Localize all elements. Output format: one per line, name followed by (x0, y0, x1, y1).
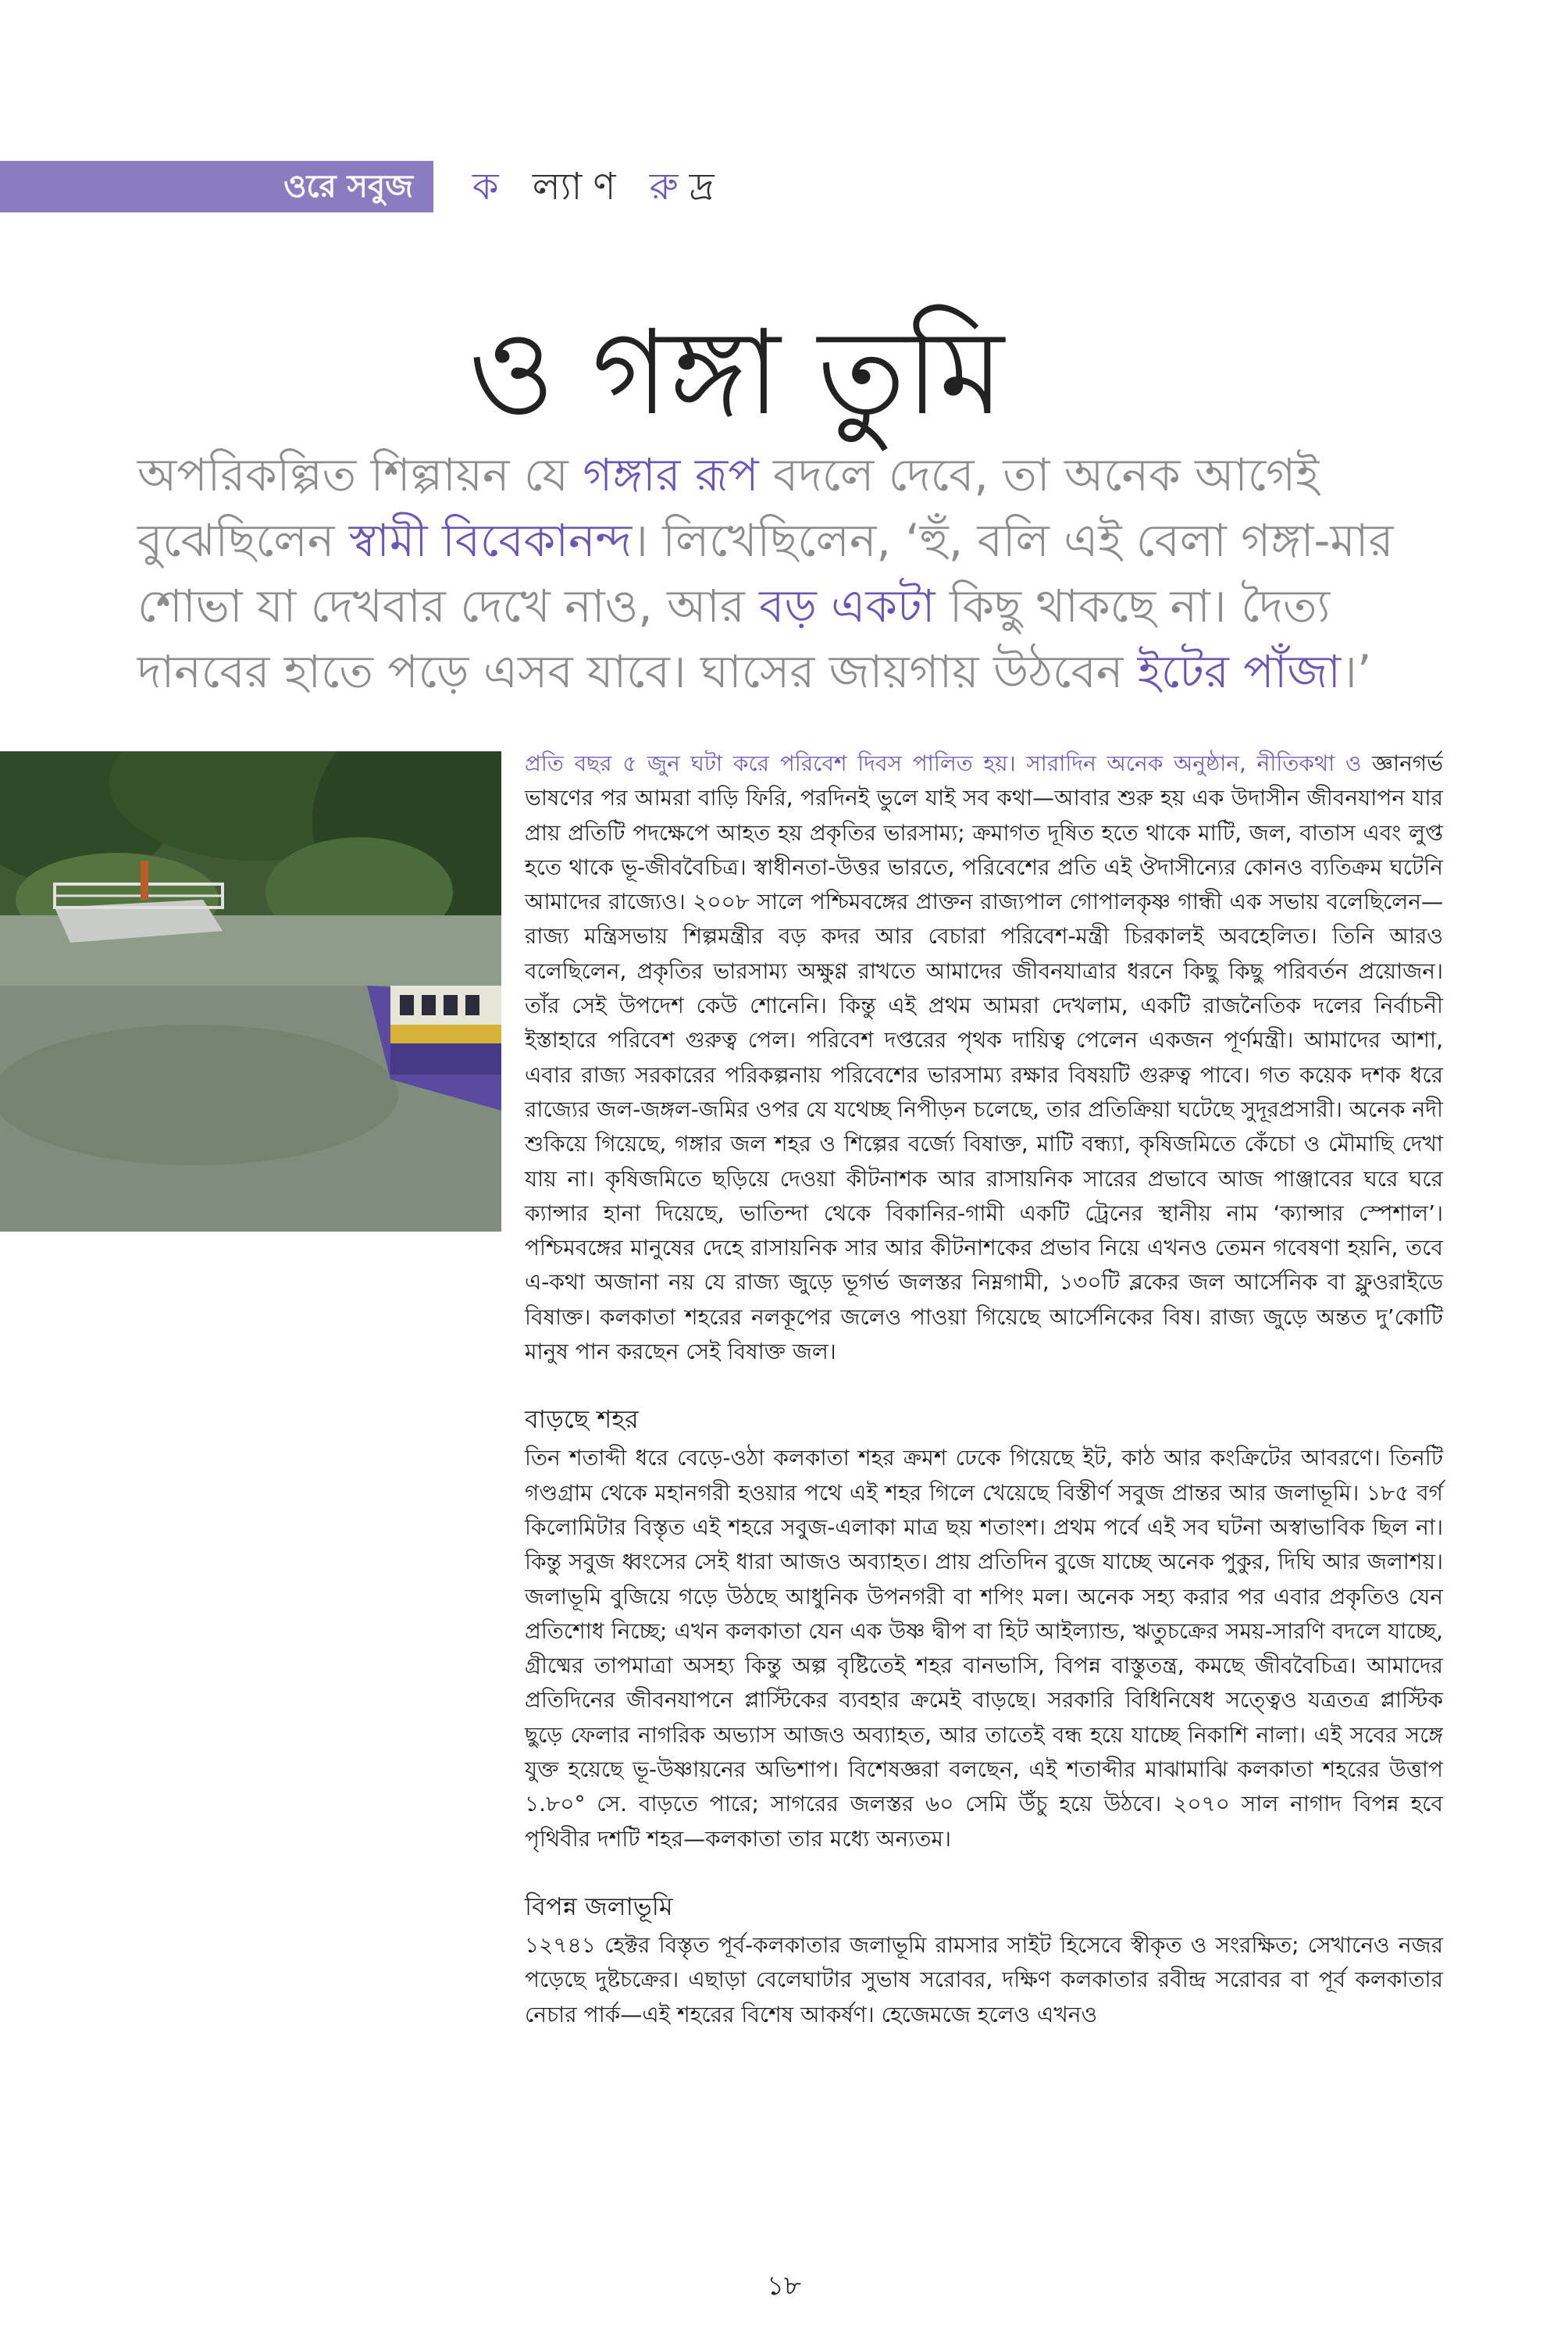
intro-highlight: ইটের পাঁজা (1137, 645, 1342, 698)
author-part-last: দ্র (689, 165, 725, 209)
intro-highlight: বড় একটা (759, 579, 935, 633)
author-initial: ক (472, 165, 510, 209)
author-name (472, 161, 725, 212)
section-tag: ওরে সবুজ (283, 169, 413, 205)
section-band (0, 161, 433, 212)
intro-highlight: স্বামী বিবেকানন্দ (348, 514, 633, 567)
body-paragraph (525, 747, 1443, 1369)
body-paragraph: তিন শতাব্দী ধরে বেড়ে-ওঠা কলকাতা শহর ক্রমশ ঢেকে গিয়েছে ইট, কাঠ আর কংক্রিটের আবরণে। তিনটি গণ্ডগ্রাম থেকে মহানগরী হওয়ার পথে এই শহর গিলে খেয়েছে বিস্তীর্ণ সবুজ প্রান্তর আর জলাভূমি। ১৮৫ বর্গ কিলোমিটার বিস্তৃত এই শহরে সবুজ-এলাকা মাত্র ছয় শতাংশ। প্রথম পর্বে এই সব ঘটনা অস্বাভাবিক ছিল না। কিন্তু সবুজ ধ্বংসের সেই ধারা আজও অব্যাহত। প্রায় প্রতিদিন বুজে যাচ্ছে অনেক পুকুর, দিঘি আর জলাশয়। জলাভূমি বুজিয়ে গড়ে উঠছে আধুনিক উপনগরী বা শপিং মল। অনেক সহ্য করার পর এবার প্রকৃতিও যেন প্রতিশোধ নিচ্ছে; এখন কলকাতা যেন এক উষ্ণ দ্বীপ বা হিট আইল্যান্ড, ঋতুচক্রের সময়-সারণি বদলে যাচ্ছে, গ্রীষ্মের তাপমাত্রা অসহ্য কিন্তু অল্প বৃষ্টিতেই শহর বানভাসি, বিপন্ন বাস্তুতন্ত্র, কমছে জীববৈচিত্র। আমাদের প্রতিদিনের জীবনযাপনে প্লাস্টিকের ব্যবহার ক্রমেই বাড়ছে। সরকারি বিধিনিষেধ সত্ত্বেও যত্রতত্র প্লাস্টিক ছুড়ে ফেলার নাগরিক অভ্যাস আজও অব্যাহত, আর তাতেই বন্ধ হয়ে যাচ্ছে নিকাশি নালা। এই সবের সঙ্গে যুক্ত হয়েছে ভূ-উষ্ণায়নের অভিশাপ। বিশেষজ্ঞরা বলছেন, এই শতাব্দীর মাঝামাঝি কলকাতা শহরের উত্তাপ ১.৮০° সে. বাড়তে পারে; সাগরের জলস্তর ৬০ সেমি উঁচু হয়ে উঠবে। ২০৭০ সাল নাগাদ বিপন্ন হবে পৃথিবীর দশটি শহর—কলকাতা তার মধ্যে অন্যতম। (525, 1445, 1443, 1852)
body-paragraph: ১২৭৪১ হেক্টর বিস্তৃত পূর্ব-কলকাতার জলাভূমি রামসার সাইট হিসেবে স্বীকৃত ও সংরক্ষিত; সেখানেও নজর পড়েছে দুষ্টচক্রের। এছাড়া বেলেঘাটার সুভাষ সরোবর, দক্ষিণ কলকাতার রবীন্দ্র সরোবর বা পূর্ব কলকাতার নেচার পার্ক—এই শহরের বিশেষ আকর্ষণ। হেজেমজে হলেও এখনও (525, 1931, 1443, 2027)
intro-text: ।’ (1341, 645, 1372, 698)
body-text: জ্ঞানগর্ভ ভাষণের পর আমরা বাড়ি ফিরি, পরদিনই ভুলে যাই সব কথা—আবার শুরু হয় এক উদাসীন জীবনযাপন যার প্রায় প্রতিটি পদক্ষেপে আহত হয় প্রকৃতির ভারসাম্য; ক্রমাগত দূষিত হতে থাকে মাটি, জল, বাতাস এবং লুপ্ত হতে থাকে ভূ-জীববৈচিত্র। স্বাধীনতা-উত্তর ভারতে, পরিবেশের প্রতি এই ঔদাসীন্যের কোনও ব্যতিক্রম ঘটেনি আমাদের রাজ্যেও। ২০০৮ সালে পশ্চিমবঙ্গের প্রাক্তন রাজ্যপাল গোপালকৃষ্ণ গান্ধী এক সভায় বলেছিলেন—রাজ্য মন্ত্রিসভায় শিল্পমন্ত্রীর বড় কদর আর বেচারা পরিবেশ-মন্ত্রী চিরকালই অবহেলিত। তিনি আরও বলেছিলেন, প্রকৃতির ভারসাম্য অক্ষুণ্ণ রাখতে আমাদের জীবনযাত্রার ধরনে কিছু কিছু পরিবর্তন প্রয়োজন। তাঁর সেই উপদেশ কেউ শোনেনি। কিন্তু এই প্রথম আমরা দেখলাম, একটি রাজনৈতিক দলের নির্বাচনী ইস্তাহারে পরিবেশ গুরুত্ব পেল। পরিবেশ দপ্তরের পৃথক দায়িত্ব পেলেন একজন পূর্ণমন্ত্রী। আমাদের আশা, এবার রাজ্য সরকারের পরিকল্পনায় পরিবেশের ভারসাম্য রক্ষার বিষয়টি গুরুত্ব পাবে। গত কয়েক দশক ধরে রাজ্যের জল-জঙ্গল-জমির ওপর যে যথেচ্ছ নিপীড়ন চলেছে, তার প্রতিক্রিয়া ঘটেছে সুদূরপ্রসারী। অনেক নদী শুকিয়ে গিয়েছে, গঙ্গার জল শহর ও শিল্পের বর্জ্যে বিষাক্ত, মাটি বন্ধ্যা, কৃষিজমিতে কেঁচো ও মৌমাছি দেখা যায় না। কৃষিজমিতে ছড়িয়ে দেওয়া কীটনাশক আর রাসায়নিক সারের প্রভাবে আজ পাঞ্জাবের ঘরে ঘরে ক্যান্সার হানা দিয়েছে, ভাতিন্দা থেকে বিকানির-গামী একটি ট্রেনের স্থানীয় নাম ‘ক্যান্সার স্পেশাল’। পশ্চিমবঙ্গের মানুষের দেহে রাসায়নিক সার আর কীটনাশকের প্রভাব নিয়ে এখনও তেমন গবেষণা হয়নি, তবে এ-কথা অজানা নয় যে রাজ্য জুড়ে ভূগর্ভ জলস্তর নিম্নগামী, ১৩০টি ব্লকের জল আর্সেনিক বা ফ্লুওরাইডে বিষাক্ত। কলকাতা শহরের নলকূপের জলেও পাওয়া গিয়েছে আর্সেনিকের বিষ। রাজ্য জুড়ে অন্তত দু’কোটি মানুষ পান করছেন সেই বিষাক্ত জল। (525, 751, 1444, 1365)
river-ghat-photo (0, 751, 501, 1232)
article-body (525, 747, 1443, 2032)
intro-text: । লিখেছিলেন, ‘হুঁ, বলি এই বেলা গঙ্গা-মার শোভা যা দেখবার দেখে নাও, আর (137, 514, 1394, 633)
intro-text: কিছু থাকছে না। দৈত্য দানবের হাতে পড়ে এসব যাবে। ঘাসের জায়গায় উঠবেন (137, 579, 1331, 698)
article-title: ও গঙ্গা তুমি (469, 305, 1004, 441)
intro-text: অপরিকল্পিত শিল্পায়ন যে (137, 448, 583, 501)
intro-highlight: গঙ্গার রূপ (583, 448, 759, 501)
intro-quote (137, 442, 1434, 704)
lead-text: প্রতি বছর ৫ জুন ঘটা করে পরিবেশ দিবস পালিত হয়। সারাদিন অনেক অনুষ্ঠান, নীতিকথা ও (525, 751, 1362, 776)
subheading: বাড়ছে শহর (525, 1404, 639, 1435)
author-part: ল্যাণ (532, 165, 627, 209)
subheading: বিপন্ন জলাভূমি (525, 1891, 673, 1921)
intro-text: বদলে দেবে, তা অনেক আগেই বুঝেছিলেন (137, 448, 1320, 567)
author-surname-initial: রু (649, 165, 690, 209)
page-number: ১৮ (766, 2270, 802, 2302)
